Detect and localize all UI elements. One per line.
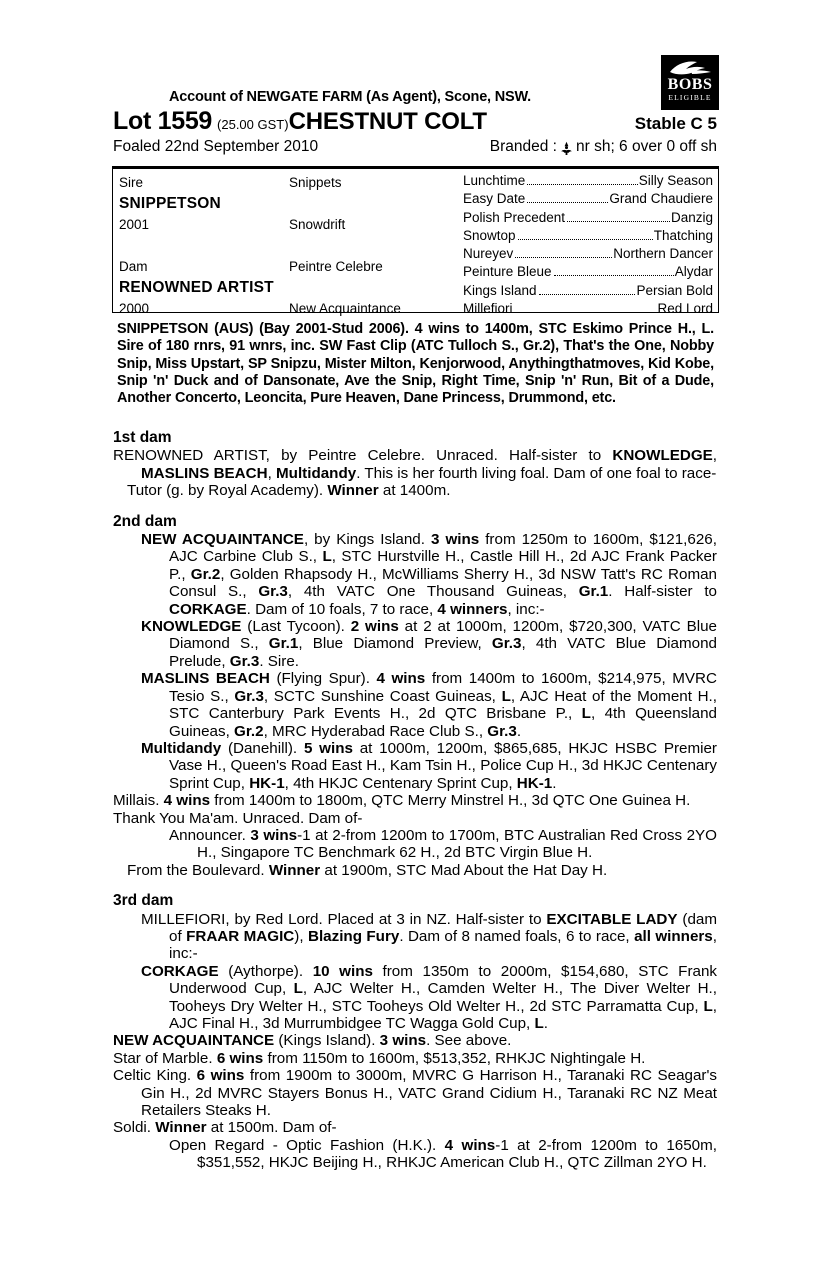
dam-heading: 3rd dam <box>113 892 174 910</box>
dam-heading: 2nd dam <box>113 512 177 530</box>
pedigree-column-1 <box>119 172 284 319</box>
gen3-right-name: Danzig <box>670 209 713 225</box>
pedigree-entry: NEW ACQUAINTANCE, by Kings Island. 3 wins from 1250m to 1600m, $121,626, AJC Carbine Club S., L, STC Hurstville H., Castle Hill H., 2d AJC Frank Packer P., Gr.2, Golden Rhapsody H., McWilliams Sherry H., 3d NSW Tatt's RC Roman Consul S., Gr.3, 4th VATC One Thousand Guineas, Gr.1. Half-sister to CORKAGE. Dam of 10 foals, 7 to race, 4 winners, inc:- <box>141 531 717 618</box>
branded-detail: nr sh; 6 over 0 off sh <box>575 138 717 155</box>
branded-info <box>490 138 717 156</box>
gen3-right-name: Thatching <box>653 227 713 243</box>
gen3-right-name: Grand Chaudiere <box>609 191 713 207</box>
colour-and-sex: CHESTNUT COLT <box>288 108 487 135</box>
pedigree-gen3-row <box>463 190 713 208</box>
pedigree-body <box>113 429 717 1172</box>
dam-dam: New Acquaintance <box>289 301 401 316</box>
sire-sire: Snippets <box>289 175 342 190</box>
pedigree-gen3-row <box>463 300 713 318</box>
lot-header-row <box>113 107 717 136</box>
dot-leader <box>539 294 636 295</box>
pedigree-entry: CORKAGE (Aythorpe). 10 wins from 1350m to 2000m, $154,680, STC Frank Underwood Cup, L, AJC Welter H., Camden Welter H., The Diver Welter H., Tooheys Dry Welter H., STC Tooheys Old Welter H., 2d STC Parramatta Cup, L, AJC Final H., 3d Murrumbidgee TC Wagga Gold Cup, L. <box>141 962 717 1032</box>
gen3-left-name: Millefiori <box>463 301 513 317</box>
pedigree-entry: Soldi. Winner at 1500m. Dam of- <box>113 1119 337 1137</box>
dam-heading: 1st dam <box>113 429 172 446</box>
branded-label: Branded : <box>489 138 557 155</box>
pedigree-entry: RENOWNED ARTIST, by Peintre Celebre. Unraced. Half-sister to KNOWLEDGE, MASLINS BEACH, Multidandy. This is her fourth living foal. Dam of one foal to race- <box>113 447 717 482</box>
dot-leader <box>515 312 657 313</box>
bobs-bird-icon <box>667 59 713 77</box>
gen3-right-name: Alydar <box>674 264 713 280</box>
dot-leader <box>567 221 670 222</box>
gst-note: (25.00 GST) <box>217 117 289 132</box>
pedigree-entry: Multidandy (Danehill). 5 wins at 1000m, 1200m, $865,685, HKJC HSBC Premier Vase H., Queen's Road East H., Kam Tsin H., Police Cup H., 3d HKJC Centenary Sprint Cup, HK-1, 4th HKJC Centenary Sprint Cup, HK-1. <box>141 739 717 792</box>
sire-label: Sire <box>119 175 144 190</box>
dam-sire: Peintre Celebre <box>289 259 383 274</box>
pedigree-entry: MILLEFIORI, by Red Lord. Placed at 3 in NZ. Half-sister to EXCITABLE LADY (dam of FRAAR MAGIC), Blazing Fury. Dam of 8 named foals, 6 to race, all winners, inc:- <box>141 910 717 963</box>
pedigree-gen3-row <box>463 245 713 263</box>
sire-dam: Snowdrift <box>289 217 346 232</box>
pedigree-entry: Announcer. 3 wins-1 at 2-from 1200m to 1700m, BTC Australian Red Cross 2YO H., Singapore TC Benchmark 62 H., 2d BTC Virgin Blue H. <box>169 826 717 862</box>
pedigree-column-2 <box>289 172 459 319</box>
pedigree-entry: Star of Marble. 6 wins from 1150m to 1600m, $513,352, RHKJC Nightingale H. <box>113 1049 646 1067</box>
dot-leader <box>515 257 612 258</box>
gen3-left-name: Polish Precedent <box>463 209 566 225</box>
gen3-left-name: Kings Island <box>463 282 537 298</box>
dam-year: 2000 <box>119 301 150 316</box>
gen3-right-name: Northern Dancer <box>613 246 713 262</box>
pedigree-entry: Tutor (g. by Royal Academy). Winner at 1400m. <box>127 482 451 500</box>
account-line: Account of NEWGATE FARM (As Agent), Scone, NSW. <box>169 89 531 105</box>
pedigree-column-3 <box>463 172 713 318</box>
bobs-logo-word: BOBS <box>667 76 713 93</box>
dam-name: RENOWNED ARTIST <box>119 279 274 296</box>
sire-summary-paragraph: SNIPPETSON (AUS) (Bay 2001-Stud 2006). 4 wins to 1400m, STC Eskimo Prince H., L. Sire of 180 rnrs, 91 wnrs, inc. SW Fast Clip (ATC Tulloch S., Gr.2), That's the One, Nobby Snip, Miss Upstart, SP Snipzu, Mister Milton, Kenjorwood, Anythingthatmoves, Kid Kobe, Snip 'n' Duck and of Dansonate, Ave the Snip, Right Time, Snip 'n' Run, Bit of a Dude, Another Concerto, Leoncita, Pure Heaven, Dane Princess, Drummond, etc. <box>117 321 714 407</box>
dot-leader <box>527 202 608 203</box>
gen3-left-name: Peinture Bleue <box>463 264 552 280</box>
pedigree-gen3-row <box>463 282 713 300</box>
sire-name: SNIPPETSON <box>119 195 221 212</box>
dam-label: Dam <box>119 259 148 274</box>
gen3-left-name: Easy Date <box>463 191 526 207</box>
pedigree-entry: Celtic King. 6 wins from 1900m to 3000m, MVRC G Harrison H., Taranaki RC Seagar's Gin H., 2d MVRC Stayers Bonus H., VATC Grand Cidium H., Taranaki RC NZ Meat Retailers Steaks H. <box>113 1067 717 1120</box>
pedigree-gen3-row <box>463 227 713 245</box>
gen3-left-name: Snowtop <box>463 227 516 243</box>
pedigree-entry: NEW ACQUAINTANCE (Kings Island). 3 wins. See above. <box>113 1032 512 1050</box>
pedigree-entry: KNOWLEDGE (Last Tycoon). 2 wins at 2 at 1000m, 1200m, $720,300, VATC Blue Diamond S., Gr.1, Blue Diamond Preview, Gr.3, 4th VATC Blue Diamond Prelude, Gr.3. Sire. <box>141 618 717 670</box>
pedigree-entry: MASLINS BEACH (Flying Spur). 4 wins from 1400m to 1600m, $214,975, MVRC Tesio S., Gr.3, SCTC Sunshine Coast Guineas, L, AJC Heat of the Moment H., STC Canterbury Park Events H., 2d QTC Brisbane P., L, 4th Queensland Guineas, Gr.2, MRC Hyderabad Race Club S., Gr.3. <box>141 670 717 740</box>
brand-symbol-icon <box>560 141 573 156</box>
gen3-right-name: Red Lord <box>657 301 713 317</box>
pedigree-entry: From the Boulevard. Winner at 1900m, STC Mad About the Hat Day H. <box>127 861 608 879</box>
gen3-right-name: Silly Season <box>638 173 713 188</box>
lot-number: Lot 1559 <box>113 107 213 135</box>
dot-leader <box>518 239 653 240</box>
foaled-date: Foaled 22nd September 2010 <box>113 138 319 155</box>
dot-leader <box>554 275 674 276</box>
pedigree-entry: Open Regard - Optic Fashion (H.K.). 4 wins-1 at 2-from 1200m to 1650m, $351,552, HKJC Beijing H., RHKJC American Club H., QTC Zillman 2YO H. <box>169 1136 717 1172</box>
foaled-branded-row <box>113 138 717 156</box>
pedigree-table <box>112 166 719 317</box>
stable-number: Stable C 5 <box>634 114 717 133</box>
pedigree-gen3-row <box>463 263 713 281</box>
pedigree-gen3-row <box>463 172 713 190</box>
gen3-right-name: Persian Bold <box>636 282 713 298</box>
dot-leader <box>527 184 637 185</box>
gen3-left-name: Nureyev <box>463 246 514 262</box>
pedigree-entry: Millais. 4 wins from 1400m to 1800m, QTC Merry Minstrel H., 3d QTC One Guinea H. <box>113 792 691 810</box>
pedigree-entry: Thank You Ma'am. Unraced. Dam of- <box>113 809 363 827</box>
sire-year: 2001 <box>119 217 150 232</box>
bobs-logo-subtitle: ELIGIBLE <box>668 93 712 102</box>
pedigree-gen3-row <box>463 209 713 227</box>
gen3-left-name: Lunchtime <box>463 173 526 188</box>
